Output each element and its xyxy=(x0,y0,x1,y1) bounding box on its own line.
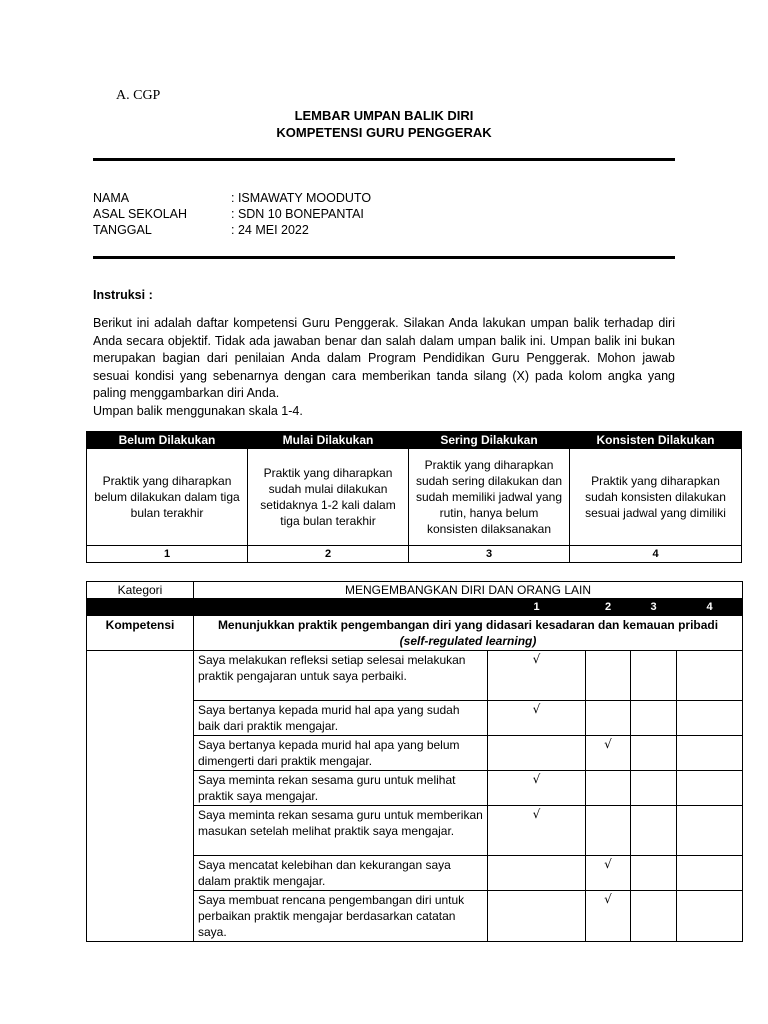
score-cell-1[interactable] xyxy=(488,771,586,806)
divider-bottom xyxy=(93,256,675,259)
assessment-items xyxy=(87,651,743,942)
identity-block xyxy=(93,190,371,238)
identity-value: : 24 MEI 2022 xyxy=(231,223,309,237)
check-mark-icon: √ xyxy=(604,892,612,906)
kompetensi-blank-cell xyxy=(87,651,194,942)
scale-number: 2 xyxy=(248,546,409,563)
item-statement: Saya melakukan refleksi setiap selesai melakukan praktik pengajaran untuk saya perbaiki. xyxy=(194,651,488,701)
score-cell-2[interactable] xyxy=(586,891,631,942)
score-cell-1[interactable] xyxy=(488,891,586,942)
item-statement: Saya bertanya kepada murid hal apa yang sudah baik dari praktik mengajar. xyxy=(194,701,488,736)
score-cell-1[interactable] xyxy=(488,856,586,891)
check-mark-icon: √ xyxy=(604,857,612,871)
instructions-scale-note: Umpan balik menggunakan skala 1-4. xyxy=(93,403,303,418)
score-cell-4[interactable] xyxy=(677,701,743,736)
identity-key: TANGGAL xyxy=(93,223,152,237)
identity-value: : ISMAWATY MOODUTO xyxy=(231,191,372,205)
identity-row xyxy=(93,206,371,222)
score-cell-3[interactable] xyxy=(631,856,677,891)
scale-number: 3 xyxy=(409,546,570,563)
kompetensi-label: Kompetensi xyxy=(87,616,194,651)
score-cell-3[interactable] xyxy=(631,701,677,736)
score-cell-3[interactable] xyxy=(631,771,677,806)
identity-key: ASAL SEKOLAH xyxy=(93,207,188,221)
identity-value: : SDN 10 BONEPANTAI xyxy=(231,207,364,221)
kompetensi-italic: (self-regulated learning) xyxy=(399,634,537,648)
scale-number: 4 xyxy=(570,546,742,563)
kompetensi-text: Menunjukkan praktik pengembangan diri yang didasari kesadaran dan kemauan pribadi xyxy=(217,618,719,632)
score-cell-3[interactable] xyxy=(631,891,677,942)
check-mark-icon: √ xyxy=(532,807,541,821)
page-title: LEMBAR UMPAN BALIK DIRI xyxy=(294,108,474,123)
score-cell-4[interactable] xyxy=(677,806,743,856)
check-mark-icon: √ xyxy=(532,652,541,666)
score-cell-2[interactable] xyxy=(586,856,631,891)
page-subtitle: KOMPETENSI GURU PENGGERAK xyxy=(276,125,492,140)
score-cell-4[interactable] xyxy=(677,771,743,806)
score-cell-3[interactable] xyxy=(631,651,677,701)
scale-description: Praktik yang diharapkan sudah sering dilakukan dan sudah memiliki jadwal yang rutin, hanya belum konsisten dilaksanakan xyxy=(409,449,570,546)
score-cell-4[interactable] xyxy=(677,651,743,701)
scale-description: Praktik yang diharapkan belum dilakukan dalam tiga bulan terakhir xyxy=(87,449,248,546)
score-cell-4[interactable] xyxy=(677,856,743,891)
score-cell-1[interactable] xyxy=(488,701,586,736)
instructions-paragraph: Berikut ini adalah daftar kompetensi Guru Penggerak. Silakan Anda lakukan umpan balik terhadap diri Anda secara objektif. Tidak ada jawaban benar dan salah dalam umpan balik ini. Umpan balik ini bukan merupakan bagian dari penilaian Anda dalam Program Pendidikan Guru Penggerak. Mohon jawab sesuai kondisi yang sebenarnya dengan cara memberikan tanda silang (X) pada kolom angka yang paling menggambarkan diri Anda. xyxy=(93,316,675,400)
item-statement: Saya meminta rekan sesama guru untuk melihat praktik saya mengajar. xyxy=(194,771,488,806)
scale-header: Belum Dilakukan xyxy=(87,432,248,449)
scale-bar-spacer xyxy=(87,599,488,616)
kompetensi-value xyxy=(194,616,743,651)
instructions-heading: Instruksi : xyxy=(93,288,153,302)
scale-table xyxy=(86,431,742,563)
score-cell-4[interactable] xyxy=(677,891,743,942)
scale-number-head: 4 xyxy=(677,599,743,616)
scale-header: Sering Dilakukan xyxy=(409,432,570,449)
identity-row xyxy=(93,190,371,206)
score-cell-2[interactable] xyxy=(586,771,631,806)
scale-number-head: 1 xyxy=(488,599,586,616)
score-cell-2[interactable] xyxy=(586,806,631,856)
scale-header: Mulai Dilakukan xyxy=(248,432,409,449)
scale-header: Konsisten Dilakukan xyxy=(570,432,742,449)
scale-description: Praktik yang diharapkan sudah mulai dilakukan setidaknya 1-2 kali dalam tiga bulan terakhir xyxy=(248,449,409,546)
table-row xyxy=(87,651,743,701)
score-cell-1[interactable] xyxy=(488,651,586,701)
score-cell-4[interactable] xyxy=(677,736,743,771)
score-cell-1[interactable] xyxy=(488,806,586,856)
item-statement: Saya mencatat kelebihan dan kekurangan saya dalam praktik mengajar. xyxy=(194,856,488,891)
kategori-label: Kategori xyxy=(87,582,194,599)
item-statement: Saya meminta rekan sesama guru untuk memberikan masukan setelah melihat praktik saya mengajar. xyxy=(194,806,488,856)
check-mark-icon: √ xyxy=(604,737,612,751)
kategori-value: MENGEMBANGKAN DIRI DAN ORANG LAIN xyxy=(194,582,743,599)
score-cell-2[interactable] xyxy=(586,701,631,736)
item-statement: Saya membuat rencana pengembangan diri untuk perbaikan praktik mengajar berdasarkan catatan saya. xyxy=(194,891,488,942)
identity-key: NAMA xyxy=(93,191,130,205)
check-mark-icon: √ xyxy=(532,772,541,786)
score-cell-2[interactable] xyxy=(586,736,631,771)
item-statement: Saya bertanya kepada murid hal apa yang belum dimengerti dari praktik mengajar. xyxy=(194,736,488,771)
assessment-table xyxy=(86,581,743,942)
score-cell-3[interactable] xyxy=(631,806,677,856)
scale-number-head: 3 xyxy=(631,599,677,616)
scale-description: Praktik yang diharapkan sudah konsisten dilakukan sesuai jadwal yang dimiliki xyxy=(570,449,742,546)
score-cell-2[interactable] xyxy=(586,651,631,701)
section-label: A. CGP xyxy=(116,88,161,103)
scale-number: 1 xyxy=(87,546,248,563)
score-cell-1[interactable] xyxy=(488,736,586,771)
score-cell-3[interactable] xyxy=(631,736,677,771)
identity-row xyxy=(93,222,371,238)
check-mark-icon: √ xyxy=(532,702,541,716)
instructions-text xyxy=(93,315,675,420)
scale-number-head: 2 xyxy=(586,599,631,616)
divider-top xyxy=(93,158,675,161)
